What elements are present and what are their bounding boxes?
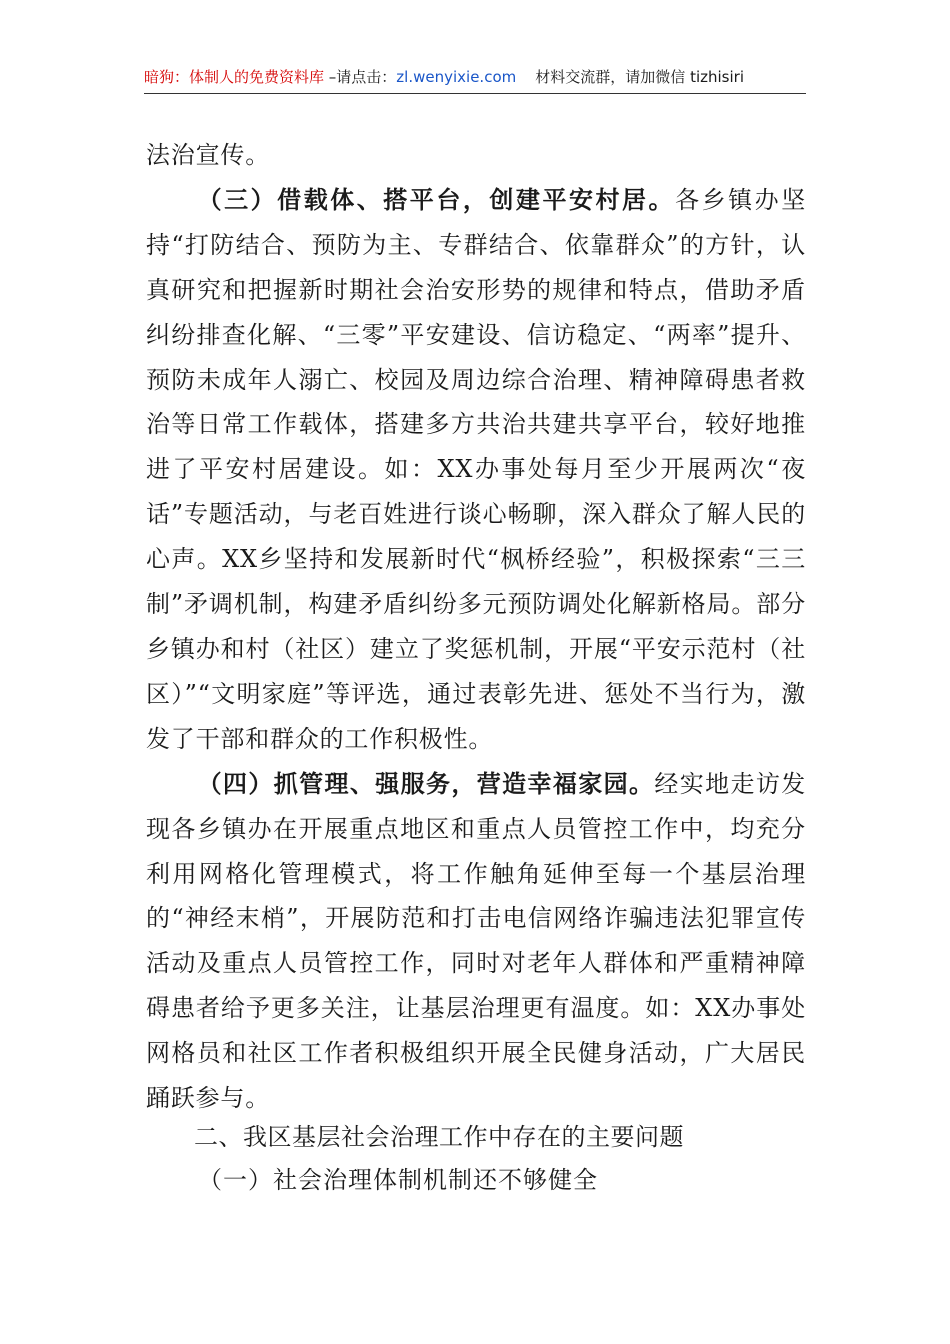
paragraph-text: 各乡镇办坚持“打防结合、预防为主、专群结合、依靠群众”的方针，认真研究和把握新时期社会治安形势的规律和特点，借助矛盾纠纷排查化解、“三零”平安建设、信访稳定、“两率”提升、预防未成年人溺亡、校园及周边综合治理、精神障碍患者救治等日常工作载体，搭建多方共治共建共享平台，较好地推进了平安村居建设。如：XX办事处每月至少开展两次“夜话”专题活动，与老百姓进行谈心畅聊，深入群众了解人民的心声。XX乡坚持和发展新时代“枫桥经验”，积极探索“三三制”矛调机制，构建矛盾纠纷多元预防调处化解新格局。部分乡镇办和村（社区）建立了奖惩机制，开展“平安示范村（社区）”“文明家庭”等评选，通过表彰先进、惩处不当行为，激发了干部和群众的工作积极性。 (146, 185, 807, 753)
header-link[interactable]: zl.wenyixie.com (396, 68, 517, 86)
header-divider (144, 93, 806, 94)
subsection-heading: （一）社会治理体制机制还不够健全 (198, 1166, 598, 1194)
document-body (146, 133, 806, 1121)
paragraph-continuation (146, 133, 806, 178)
header-contact: 材料交流群，请加微信 tizhisiri (516, 68, 744, 86)
paragraph-lead: （四）抓管理、强服务，营造幸福家园。 (197, 768, 655, 798)
paragraph-lead: （三）借载体、搭平台，创建平安村居。 (197, 184, 676, 214)
paragraph-section-4 (146, 762, 806, 1121)
section-heading: 二、我区基层社会治理工作中存在的主要问题 (194, 1123, 684, 1151)
paragraph-text: 法治宣传。 (146, 141, 270, 169)
page-header (144, 66, 806, 88)
paragraph-text: 经实地走访发现各乡镇办在开展重点地区和重点人员管控工作中，均充分利用网格化管理模式，将工作触角延伸至每一个基层治理的“神经末梢”，开展防范和打击电信网络诈骗违法犯罪宣传活动及重点人员管控工作，同时对老年人群体和严重精神障碍患者给予更多关注，让基层治理更有温度。如：XX办事处网格员和社区工作者积极组织开展全民健身活动，广大居民踊跃参与。 (146, 769, 806, 1113)
paragraph-section-3 (146, 178, 806, 762)
header-click-prompt: –请点击： (324, 68, 397, 86)
header-site-name: 暗狗：体制人的免费资料库 (144, 68, 325, 86)
